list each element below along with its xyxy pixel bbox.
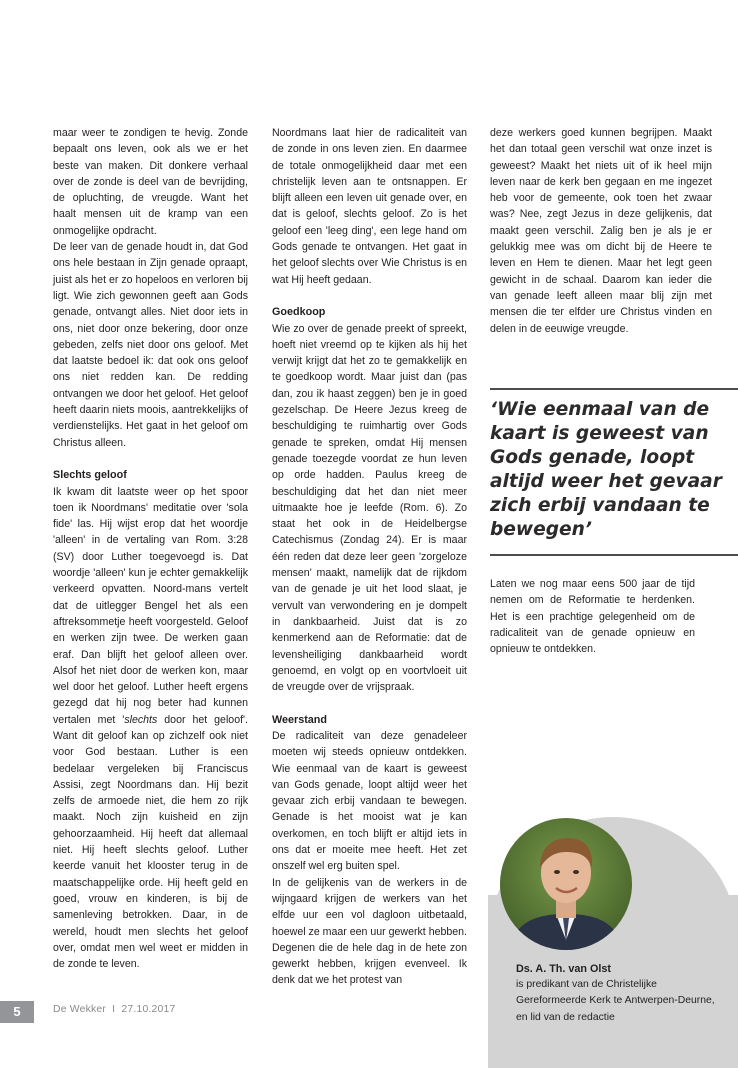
footer-publication: De Wekker I 27.10.2017: [53, 1004, 176, 1015]
author-bio: is predikant van de Christelijke Gereformeerde Kerk te Antwerpen-Deurne, en lid van de redactie: [516, 979, 715, 1023]
paragraph: In de gelijkenis van de werkers in de wijngaard krijgen de werkers van het elfde uur een vol dagloon uitbetaald, hoewel ze maar een uur gewerkt hebben. Degenen die de hele dag in de hete zon gewerkt hebben, krijgen evenveel. Ik denk dat we het protest van: [272, 876, 467, 987]
paragraph: Noordmans laat hier de radicaliteit van de zonde in ons leven zien. En daarmee de totale onmogelijkheid daar met een christelijk leven aan te ontsnappen. Er blijft alleen een leven uit genade over, en dat is geloof, slechts geloof. Zo is het geloof een 'leeg ding', een lege hand om Gods genade te ontvangen. Het gaat in het geloof slechts over Wie Christus is en wat Hij heeft gedaan.: [272, 127, 467, 286]
page-number: 5: [0, 1001, 34, 1023]
column-3: [490, 125, 712, 337]
section-heading-slechts-geloof: Slechts geloof: [53, 469, 127, 482]
column-2: [272, 125, 467, 989]
portrait-image: [500, 818, 632, 950]
quote-rule-top: [490, 388, 738, 390]
paragraph: De radicaliteit van deze genadeleer moeten wij steeds opnieuw ontdekken. Wie eenmaal van de kaart is geweest van Gods genade, loopt altijd weer het gevaar zich erbij vandaan te bewegen. Genade is het mooist wat je kan overkomen, en toch blijft er altijd iets in ons dat er moeite mee heeft. Het zet onszelf wel erg buiten spel.: [272, 729, 467, 873]
paragraph: Laten we nog maar eens 500 jaar de tijd nemen om de Reformatie te herdenken. Het is een prachtige gelegenheid om de radicaliteit van de genade opnieuw en opnieuw te ontdekken.: [490, 578, 695, 656]
pull-quote: ‘Wie eenmaal van de kaart is geweest van Gods genade, loopt altijd weer het gevaar zich erbij vandaan te bewegen’: [490, 399, 722, 540]
paragraph: De leer van de genade houdt in, dat God ons hele bestaan in Zijn genade opraapt, juist als het er zo hopeloos en verloren bij ligt. Wie zich gewonnen geeft aan Gods genade, ontvangt alles. Niet door iets in ons, niet door onze bekering, door onze gebeden, zelfs niet door ons geloof. Met dat laatste bedoel ik: dat ook ons geloof ons niet redden kan. De redding ontvangen we door het geloof. Het geloof heeft daarin niets moois, aantrekkelijks of verdienstelijks. Het gaat in het geloof om Christus alleen.: [53, 241, 248, 449]
author-name: Ds. A. Th. van Olst: [516, 963, 611, 975]
section-heading-goedkoop: Goedkoop: [272, 306, 326, 319]
column-1: [53, 125, 248, 972]
closing-paragraph: [490, 576, 695, 657]
emphasis: slechts: [124, 713, 158, 726]
paragraph: Wie zo over de genade preekt of spreekt, hoeft niet vreemd op te kijken als hij het verwijt krijgt dat het zo te gemakkelijk en te goedkoop wordt. Maar juist dan (pas dan, zou ik haast zeggen) ben je in goed gezelschap. De Heere Jezus kreeg de beschuldiging te ruimhartig over Gods genade te spreken, omdat Hij mensen genade toezegde voordat ze hun leven op orde hadden. Paulus kreeg de beschuldiging dat het dan niet meer uitmaakte hoe je leefde (Rom. 6). Zo staat het ook in de Heidelbergse Catechismus (Zondag 24). Er is maar één reden dat deze leer geen 'zorgeloze mensen' maakt, namelijk dat de rijkdom van de genade je uit het lood slaat, je vervult van verwondering en je dompelt in dankbaarheid. Juist dat is zo kenmerkend aan de Reformatie: dat de levensheiliging dankbaarheid wordt genoemd, en volgt op en voortvloeit uit de vreugde over de vrijspraak.: [272, 322, 467, 694]
paragraph: maar weer te zondigen te hevig. Zonde bepaalt ons leven, ook als we er het beste van maken. Dit donkere verhaal over de zonde is deel van de bevrijding, de opluchting, de vreugde. Want het haalt mensen uit de kramp van een onmogelijke opdracht.: [53, 127, 248, 237]
section-heading-weerstand: Weerstand: [272, 713, 328, 726]
paragraph: deze werkers goed kunnen begrijpen. Maakt het dan totaal geen verschil wat onze inzet is geweest? Maakt het niets uit of ik heel mijn leven naar de kerk ben gegaan en me ingezet heb voor de gemeente, ook toen het zwaar was? Nee, zegt Jezus in deze gelijkenis, dat maakt geen verschil. Zalig ben je als je er gelukkig mee was om dicht bij de Heere te leven en Hem te dienen. Maar het legt geen gewicht in de schaal. Daarom kan ieder die van genade leeft alleen maar blij zijn met mensen die ter elfder ure Christus vinden en delen in de eeuwige vreugde.: [490, 127, 712, 335]
author-photo: [500, 818, 632, 950]
paragraph: Ik kwam dit laatste weer op het spoor toen ik Noordmans' meditatie over 'sola fide' las. Hij wijst erop dat het woordje 'alleen' in de vertaling van Rom. 3:28 (SV) door Luther toegevoegd is. Dat woordje 'alleen' kun je echter gemakkelijk verkeerd opvatten. Noord-mans vertelt dat de uitlegger Bengel het als een aftreksommetje heeft voorgesteld. Geloof en werken zijn twee. De werken gaan eraf. Dan blijft het geloof alleen over. Alsof het niet door de werken kon, maar wel door het geloof. Luther heeft ergens gezegd dat hij nog beter had kunnen vertalen met 'slechts door het geloof'. Want dit geloof kan op zichzelf ook niet voor God bestaan. Luther is een bedelaar vergeleken bij Franciscus Assisi, zegt Noordmans dan. Hij bezit zelfs de armoede niet, die hem zo rijk maakt. Noch zijn kuisheid en zijn gehoorzaamheid. Hij heeft dat allemaal niet. Hij heeft slechts geloof. Luther keerde vanuit het klooster terug in de maatschappelijke orde. Hij heeft geld en goed, vrouw en kinderen, is bij de samenleving betrokken. Daar, in de wereld, houdt men slechts het geloof over, omdat men wel weet er midden in de zonde te leven.: [53, 485, 248, 971]
quote-rule-bottom: [490, 554, 738, 556]
